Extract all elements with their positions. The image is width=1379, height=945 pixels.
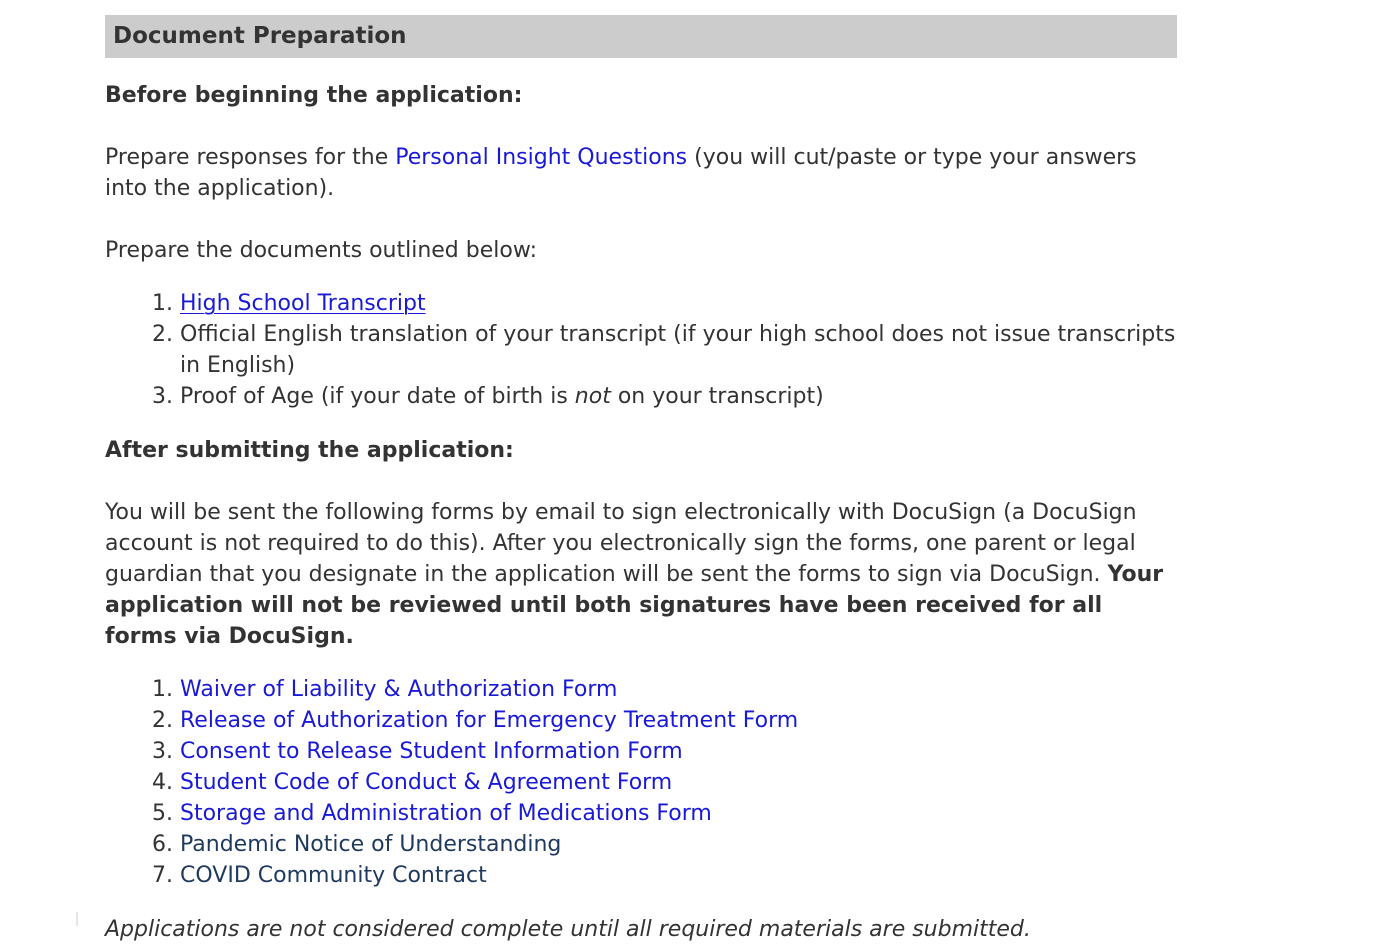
intro-suffix: (you will cut/paste or type your answers into the application). [105,145,1137,201]
emergency-treatment-form-link[interactable]: Release of Authorization for Emergency Treatment Form [180,708,799,733]
docs-intro: Prepare the documents outlined below: [105,238,538,263]
after-heading: After submitting the application: [105,438,514,463]
proof-of-age-prefix: Proof of Age (if your date of birth is [180,384,575,409]
personal-insight-questions-link[interactable]: Personal Insight Questions [395,145,688,170]
intro-prefix: Prepare responses for the [105,145,396,170]
medications-form-link[interactable]: Storage and Administration of Medications Form [180,801,712,826]
proof-of-age-emphasis: not [574,384,611,409]
proof-of-age-suffix: on your transcript) [610,384,824,409]
list-item [180,381,1177,412]
list-item [180,288,1177,319]
document-preparation-section [105,15,1177,945]
edge-mark [76,912,78,926]
forms-list [105,674,1177,891]
before-heading: Before beginning the application: [105,83,523,108]
list-item: 2. Official English translation of your transcript (if your high school does not issue transcripts in English) [180,319,1177,381]
section-title: Document Preparation [105,15,1177,58]
list-item [180,860,1177,891]
docusign-text: You will be sent the following forms by email to sign electronically with DocuSign (a DocuSign account is not required to do this). After you electronically sign the forms, one parent or legal guardian that you designate in the application will be sent the forms to sign via DocuSign. [105,500,1137,587]
list-item [180,674,1177,705]
list-item [180,798,1177,829]
waiver-form-link[interactable]: Waiver of Liability & Authorization Form [180,677,618,702]
list-item [180,736,1177,767]
high-school-transcript-link[interactable]: High School Transcript [180,291,426,316]
list-item [180,829,1177,860]
documents-list [105,288,1177,412]
list-item [180,767,1177,798]
student-information-form-link[interactable]: Consent to Release Student Information Form [180,739,683,764]
list-item [180,705,1177,736]
personal-insight-paragraph [105,142,1177,204]
code-of-conduct-form-link[interactable]: Student Code of Conduct & Agreement Form [180,770,673,795]
completion-footnote: Applications are not considered complete until all required materials are submitted. [105,917,1031,942]
docusign-bold-text: Your application will not be reviewed until both signatures have been received for all forms via DocuSign. [105,562,1164,649]
pandemic-notice-text: Pandemic Notice of Understanding [180,832,562,857]
covid-contract-text: COVID Community Contract [180,863,487,888]
docusign-paragraph [105,497,1177,652]
